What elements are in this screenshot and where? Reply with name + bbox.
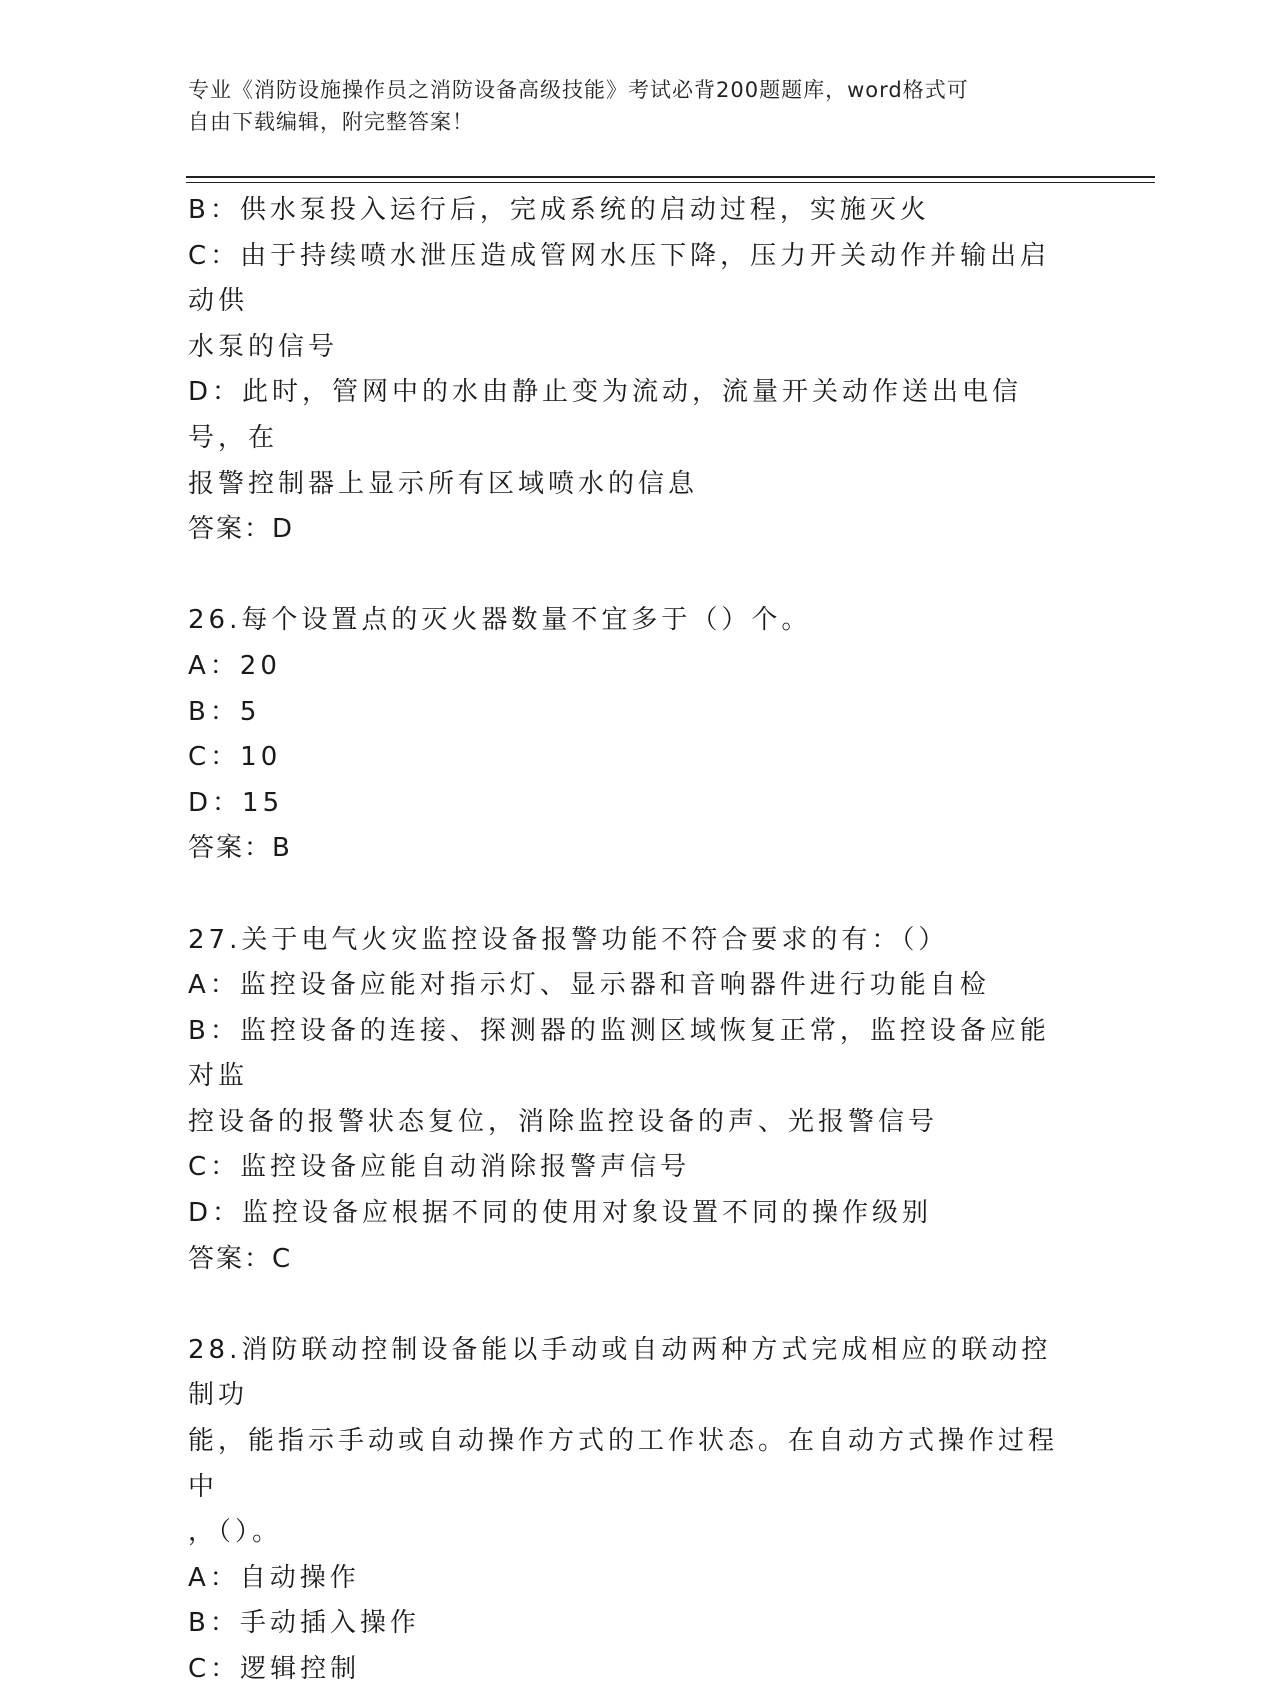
q27-option-c: C：监控设备应能自动消除报警声信号 [188,1152,691,1183]
q27-answer: 答案：C [188,1243,293,1274]
spacer [188,1282,1068,1328]
q28-option-a: A：自动操作 [188,1562,360,1593]
q28-stem-line-1: 28.消防联动控制设备能以手动或自动两种方式完成相应的联动控制功 [188,1334,1052,1411]
prev-option-c-line-2: 水泵的信号 [188,331,339,362]
q26-answer: 答案：B [188,833,292,864]
q26-option-c: C：10 [188,742,282,773]
prev-option-c-line-1: C：由于持续喷水泄压造成管网水压下降，压力开关动作并输出启动供 [188,240,1051,317]
q26-option-a: A：20 [188,650,281,681]
spacer [188,553,1068,599]
q27-option-b-line-1: B：监控设备的连接、探测器的监测区域恢复正常，监控设备应能对监 [188,1015,1050,1092]
prev-answer: 答案：D [188,514,295,545]
spacer [188,872,1068,918]
q28-stem-line-3: ，（）。 [188,1517,283,1548]
q26-option-d: D：15 [188,787,284,818]
q27-option-a: A：监控设备应能对指示灯、显示器和音响器件进行功能自检 [188,970,990,1001]
document-header [188,74,1068,138]
header-divider-thin [186,182,1155,183]
header-title-line-1: 专业《消防设施操作员之消防设备高级技能》考试必背200题题库，word格式可 [188,78,969,102]
q27-stem: 27.关于电气火灾监控设备报警功能不符合要求的有：（） [188,924,949,955]
header-title-line-2: 自由下载编辑，附完整答案！ [188,110,474,134]
q27-option-d: D：监控设备应根据不同的使用对象设置不同的操作级别 [188,1198,933,1229]
header-divider-thick [186,176,1155,178]
q26-option-b: B：5 [188,696,261,727]
prev-option-d-line-1: D：此时，管网中的水由静止变为流动，流量开关动作送出电信号，在 [188,377,1023,453]
q26-stem: 26.每个设置点的灭火器数量不宜多于（）个。 [188,605,812,636]
prev-option-d-line-2: 报警控制器上显示所有区域喷水的信息 [188,468,699,499]
q28-option-b: B：手动插入操作 [188,1608,420,1639]
prev-option-b: B：供水泵投入运行后，完成系统的启动过程，实施灭火 [188,195,930,225]
q28-stem-line-2: 能，能指示手动或自动操作方式的工作状态。在自动方式操作过程中 [188,1426,1059,1502]
q28-option-c: C：逻辑控制 [188,1654,361,1684]
q27-option-b-line-2: 控设备的报警状态复位，消除监控设备的声、光报警信号 [188,1106,939,1137]
question-content [188,188,1068,1693]
